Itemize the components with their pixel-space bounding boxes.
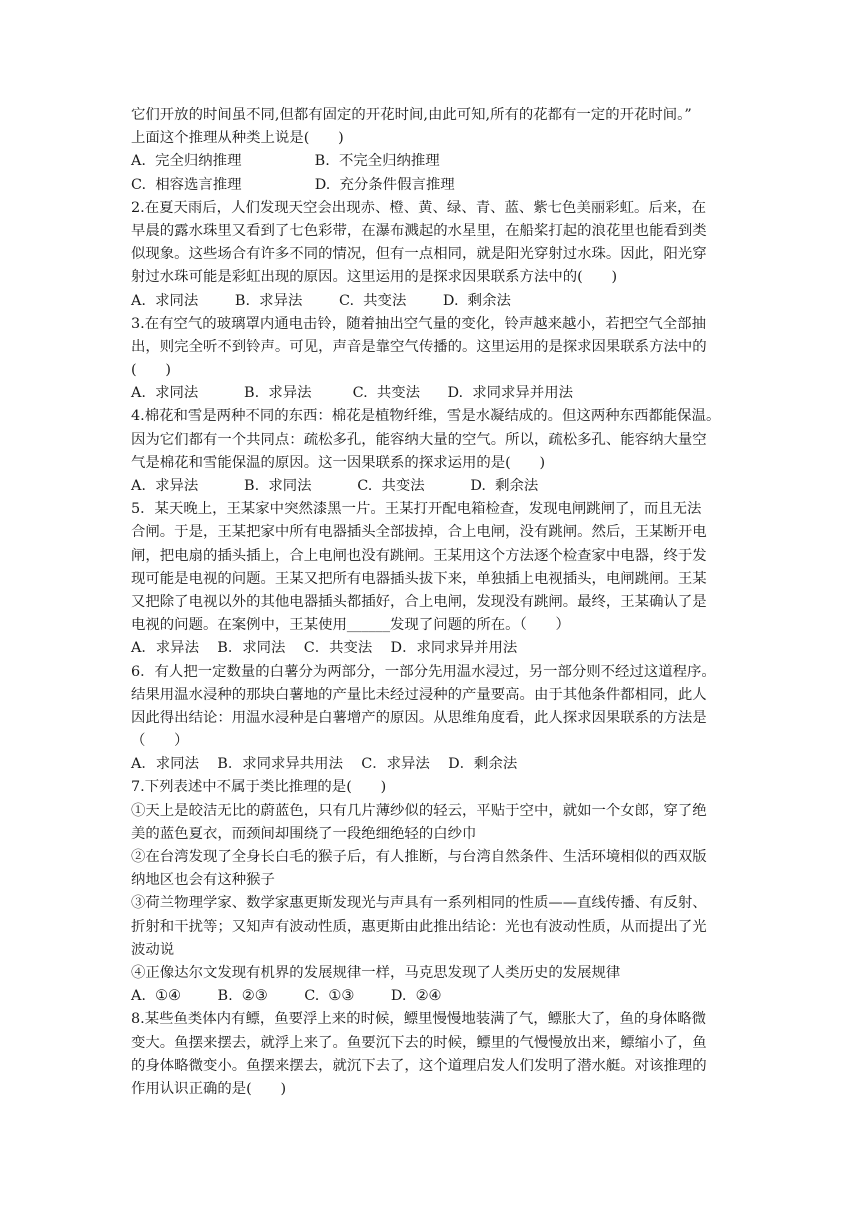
text-line: 又把除了电视以外的其他电器插头都插好，合上电闸，发现没有跳闸。最终，王某确认了是 (131, 593, 707, 610)
text-line: 波动说 (131, 941, 175, 958)
text-line: 的身体略微变小。鱼摆来摆去，就沉下去了，这个道理启发人们发明了潜水艇。对该推理的 (131, 1057, 707, 1074)
text-line: A. 完全归纳推理 B. 不完全归纳推理 (131, 153, 440, 170)
text-line: 它们开放的时间虽不同,但都有固定的开花时间,由此可知,所有的花都有一定的开花时间。” (131, 107, 692, 123)
text-line: 3.在有空气的玻璃罩内通电击铃，随着抽出空气量的变化，铃声越来越小，若把空气全部抽 (131, 315, 706, 332)
text-line: （ ） (131, 733, 189, 750)
text-line: 电视的问题。在案例中，王某使用______发现了问题的所在。（ ） (131, 617, 570, 634)
text-line: 作用认识正确的是( ) (131, 1080, 287, 1097)
text-line: C. 相容选言推理 D. 充分条件假言推理 (131, 176, 455, 193)
text-line: 上面这个推理从种类上说是( ) (131, 130, 344, 147)
text-line: ④正像达尔文发现有机界的发展规律一样，马克思发现了人类历史的发展规律 (131, 964, 621, 981)
text-line: 6．有人把一定数量的白薯分为两部分，一部分先用温水浸过，另一部分则不经过这道程序。 (131, 663, 716, 680)
text-line: 气是棉花和雪能保温的原因。这一因果联系的探求运用的是( ) (131, 454, 546, 471)
document-body (131, 104, 731, 1101)
text-line: 现可能是电视的问题。王某又把所有电器插头拔下来，单独插上电视插头，电闸跳闸。王某 (131, 570, 707, 587)
text-line: 变大。鱼摆来摆去，就浮上来了。鱼要沉下去的时候，鳔里的气慢慢放出来，鳔缩小了，鱼 (131, 1034, 707, 1051)
text-line: 出，则完全听不到铃声。可见，声音是靠空气传播的。这里运用的是探求因果联系方法中的 (131, 338, 707, 355)
text-line: A. 求异法 B. 求同法 C. 共变法 D. 剩余法 (131, 478, 539, 494)
text-line: 结果用温水浸种的那块白薯地的产量比未经过浸种的产量要高。由于其他条件都相同，此人 (131, 686, 707, 703)
text-line: 合闸。于是，王某把家中所有电器插头全部拔掉，合上电闸，没有跳闸。然后，王某断开电 (131, 524, 707, 541)
text-line: ①天上是皎洁无比的蔚蓝色，只有几片薄纱似的轻云，平贴于空中，就如一个女郎，穿了绝 (131, 802, 707, 819)
text-line: 7.下列表述中不属于类比推理的是( ) (131, 779, 387, 796)
text-line: 8.某些鱼类体内有鳔，鱼要浮上来的时候，鳔里慢慢地装满了气，鳔胀大了，鱼的身体略微 (131, 1011, 706, 1028)
text-line: 折射和干扰等；又知声有波动性质，惠更斯由此推出结论：光也有波动性质，从而提出了光 (131, 918, 707, 935)
text-line: A．求异法 B．求同法 C．共变法 D．求同求异并用法 (131, 640, 518, 657)
text-line: 2.在夏天雨后，人们发现天空会出现赤、橙、黄、绿、青、蓝、紫七色美丽彩虹。后来，在 (131, 199, 706, 216)
text-line: 似现象。这些场合有许多不同的情况，但有一点相同，就是阳光穿射过水珠。因此，阳光穿 (131, 246, 707, 263)
text-line: 早晨的露水珠里又看到了七色彩带，在瀑布溅起的水星里，在船桨打起的浪花里也能看到类 (131, 222, 707, 239)
text-line: 5．某天晚上，王某家中突然漆黑一片。王某打开配电箱检查，发现电闸跳闸了，而且无法 (131, 501, 702, 518)
text-line: 4.棉花和雪是两种不同的东西：棉花是植物纤维，雪是水凝结成的。但这两种东西都能保温。 (131, 408, 721, 425)
text-line: ③荷兰物理学家、数学家惠更斯发现光与声具有一系列相同的性质——直线传播、有反射、 (131, 895, 707, 912)
text-line: 射过水珠可能是彩虹出现的原因。这里运用的是探求因果联系方法中的( ) (131, 269, 618, 286)
text-line: A. 求同法 B. 求异法 C. 共变法 D. 剩余法 (131, 292, 511, 309)
text-line: ( ) (131, 362, 172, 379)
text-line: 因为它们都有一个共同点：疏松多孔，能容纳大量的空气。所以，疏松多孔、能容纳大量空 (131, 431, 707, 448)
text-line: 因此得出结论：用温水浸种是白薯增产的原因。从思维角度看，此人探求因果联系的方法是 (131, 709, 707, 726)
text-line: A. 求同法 B. 求异法 C. 共变法 D. 求同求异并用法 (131, 385, 573, 402)
text-line: A. ①④ B. ②③ C. ①③ D. ②④ (131, 988, 442, 1005)
text-line: A．求同法 B．求同求异共用法 C．求异法 D．剩余法 (131, 756, 518, 773)
text-line: 闸，把电扇的插头插上，合上电闸也没有跳闸。王某用这个方法逐个检查家中电器，终于发 (131, 547, 707, 564)
text-line: 纳地区也会有这种猴子 (131, 872, 275, 889)
text-line: 美的蓝色夏衣，而颈间却围绕了一段绝细绝轻的白纱巾 (131, 825, 477, 842)
text-line: ②在台湾发现了全身长白毛的猴子后，有人推断，与台湾自然条件、生活环境相似的西双版 (131, 849, 707, 865)
